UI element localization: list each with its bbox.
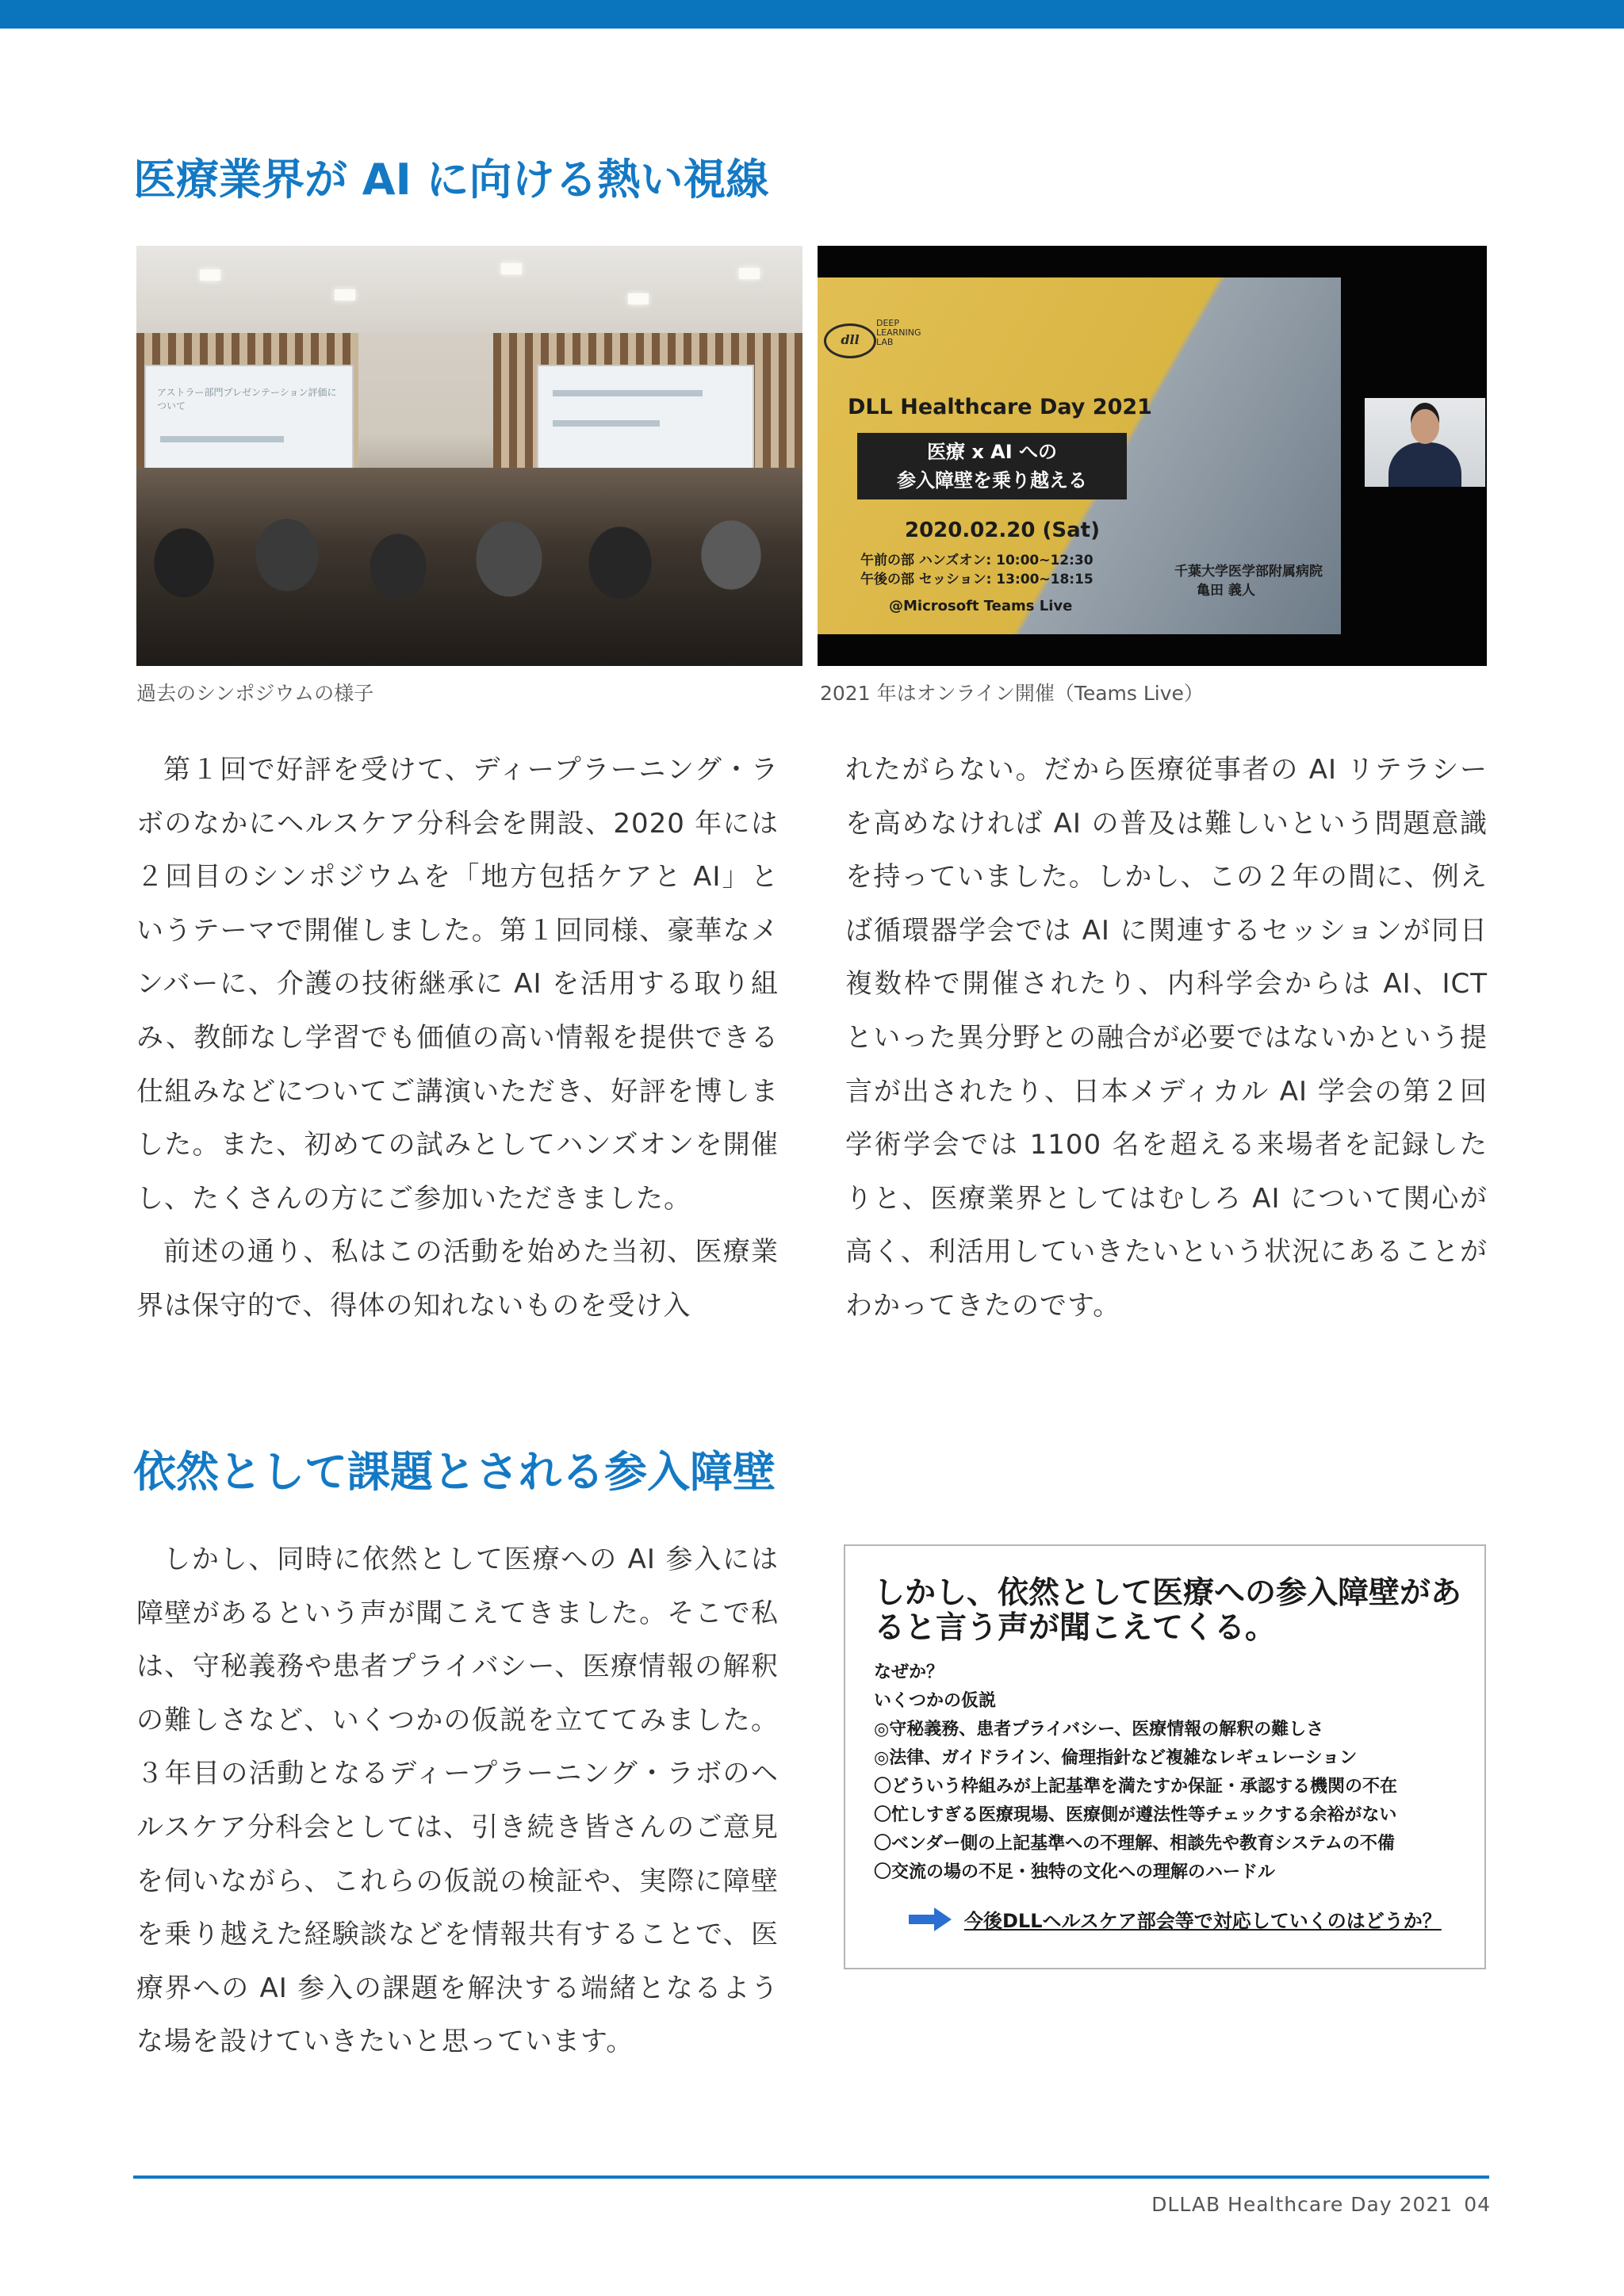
event-banner-line2: 参入障壁を乗り越える — [897, 469, 1087, 492]
slide-item: ◎守秘義務、患者プライバシー、医療情報の解釈の難しさ — [874, 1720, 1324, 1739]
event-title: DLL Healthcare Day 2021 — [848, 395, 1152, 419]
photo1-caption: 過去のシンポジウムの様子 — [136, 682, 374, 705]
event-session-pm: 午後の部 セッション: 13:00~18:15 — [860, 572, 1094, 587]
speaker-webcam — [1365, 398, 1485, 487]
slide-why: なぜか？ — [874, 1663, 944, 1682]
footer-title: DLLAB Healthcare Day 2021 — [1151, 2193, 1454, 2216]
slide-hypotheses-label: いくつかの仮説 — [874, 1691, 997, 1711]
footer-rule — [133, 2175, 1489, 2179]
paragraph: 前述の通り、私はこの活動を始めた当初、医療業界は保守的で、得体の知れないものを受け入 — [136, 1236, 779, 1322]
barriers-slide — [844, 1544, 1486, 1969]
section-heading-ai-interest: 医療業界が AI に向ける熱い視線 — [133, 155, 769, 205]
paragraph: しかし、同時に依然として医療への AI 参入には障壁があるという声が聞こえてきました。そこで私は、守秘義務や患者プライバシー、医療情報の解釈の難しさなど、いくつかの仮説を立ててみました。３年目の活動となるディープラーニング・ラボのヘルスケア分科会としては、引き続き皆さんのご意見を伺いながら、これらの仮説の検証や、実際に障壁を乗り越えた経験談などを情報共有することで、医療界への AI 参入の課題を解決する端緒となるような場を設けていきたいと思っています。 — [136, 1544, 779, 2058]
speaker-name: 亀田 義人 — [1197, 583, 1255, 599]
event-session-am: 午前の部 ハンズオン: 10:00~12:30 — [860, 553, 1094, 568]
screen-text: アストラー部門プレゼンテーション評価について — [157, 387, 337, 411]
top-color-bar — [0, 0, 1624, 29]
slide-item: 〇交流の場の不足・独特の文化への理解のハードル — [874, 1862, 1276, 1882]
dll-logo-subtitle: DEEP LEARNING LAB — [876, 318, 921, 347]
section-heading-entry-barriers: 依然として課題とされる参入障壁 — [133, 1447, 776, 1497]
paragraph: れたがらない。だから医療従事者の AI リテラシーを高めなければ AI の普及は難しいという問題意識を持っていました。しかし、この２年の間に、例えば循環器学会では AI に関連するセッションが同日複数枠で開催されたり、内科学会からは AI、ICT といった異分野との融合が必要ではないかという提言が出されたり、日本メディカル AI 学会の第２回学術学会では 1100 名を超える来場者を記録したりと、医療業界としてはむしろ AI について関心が高く、利活用していきたいという状況にあることがわかってきたのです。 — [845, 754, 1488, 1322]
slide-item: ◎法律、ガイドライン、倫理指針など複雑なレギュレーション — [874, 1748, 1358, 1768]
arrow-right-icon — [909, 1908, 952, 1931]
event-title-slide — [818, 277, 1341, 634]
photo2-caption: 2021 年はオンライン開催（Teams Live） — [820, 682, 1204, 705]
slide-item: 〇ベンダー側の上記基準への不理解、相談先や教育システムの不備 — [874, 1834, 1395, 1854]
online-event-photo — [818, 246, 1487, 666]
event-banner-line1: 医療 x AI への — [926, 441, 1058, 463]
page-footer — [1151, 2191, 1491, 2218]
slide-conclusion: 今後DLLヘルスケア部会等で対応していくのはどうか？ — [964, 1910, 1442, 1932]
event-venue: @Microsoft Teams Live — [889, 598, 1073, 614]
paragraph: 第１回で好評を受けて、ディープラーニング・ラボのなかにヘルスケア分科会を開設、2020 年には２回目のシンポジウムを「地方包括ケアと AI」というテーマで開催しました。第１回同様、豪華なメンバーに、介護の技術継承に AI を活用する取り組み、教師なし学習でも価値の高い情報を提供できる仕組みなどについてご講演いただき、好評を博しました。また、初めての試みとしてハンズオンを開催し、たくさんの方にご参加いただきました。 — [136, 754, 779, 1215]
event-banner — [857, 433, 1127, 499]
slide-item: 〇どういう枠組みが上記基準を満たすか保証・承認する機関の不在 — [874, 1777, 1398, 1797]
body1-right-column — [845, 744, 1488, 1334]
body1-left-column — [136, 744, 779, 1334]
slide-title: しかし、依然として医療への参入障壁があると言う声が聞こえてくる。 — [874, 1575, 1462, 1646]
slide-item: 〇忙しすぎる医療現場、医療側が遵法性等チェックする余裕がない — [874, 1805, 1397, 1825]
body2-column — [136, 1533, 779, 2069]
dll-logo: dll — [824, 323, 876, 358]
page-number: 04 — [1464, 2193, 1491, 2216]
event-date: 2020.02.20 (Sat) — [905, 519, 1100, 542]
symposium-photo — [136, 246, 802, 666]
speaker-affiliation: 千葉大学医学部附属病院 — [1174, 564, 1323, 580]
